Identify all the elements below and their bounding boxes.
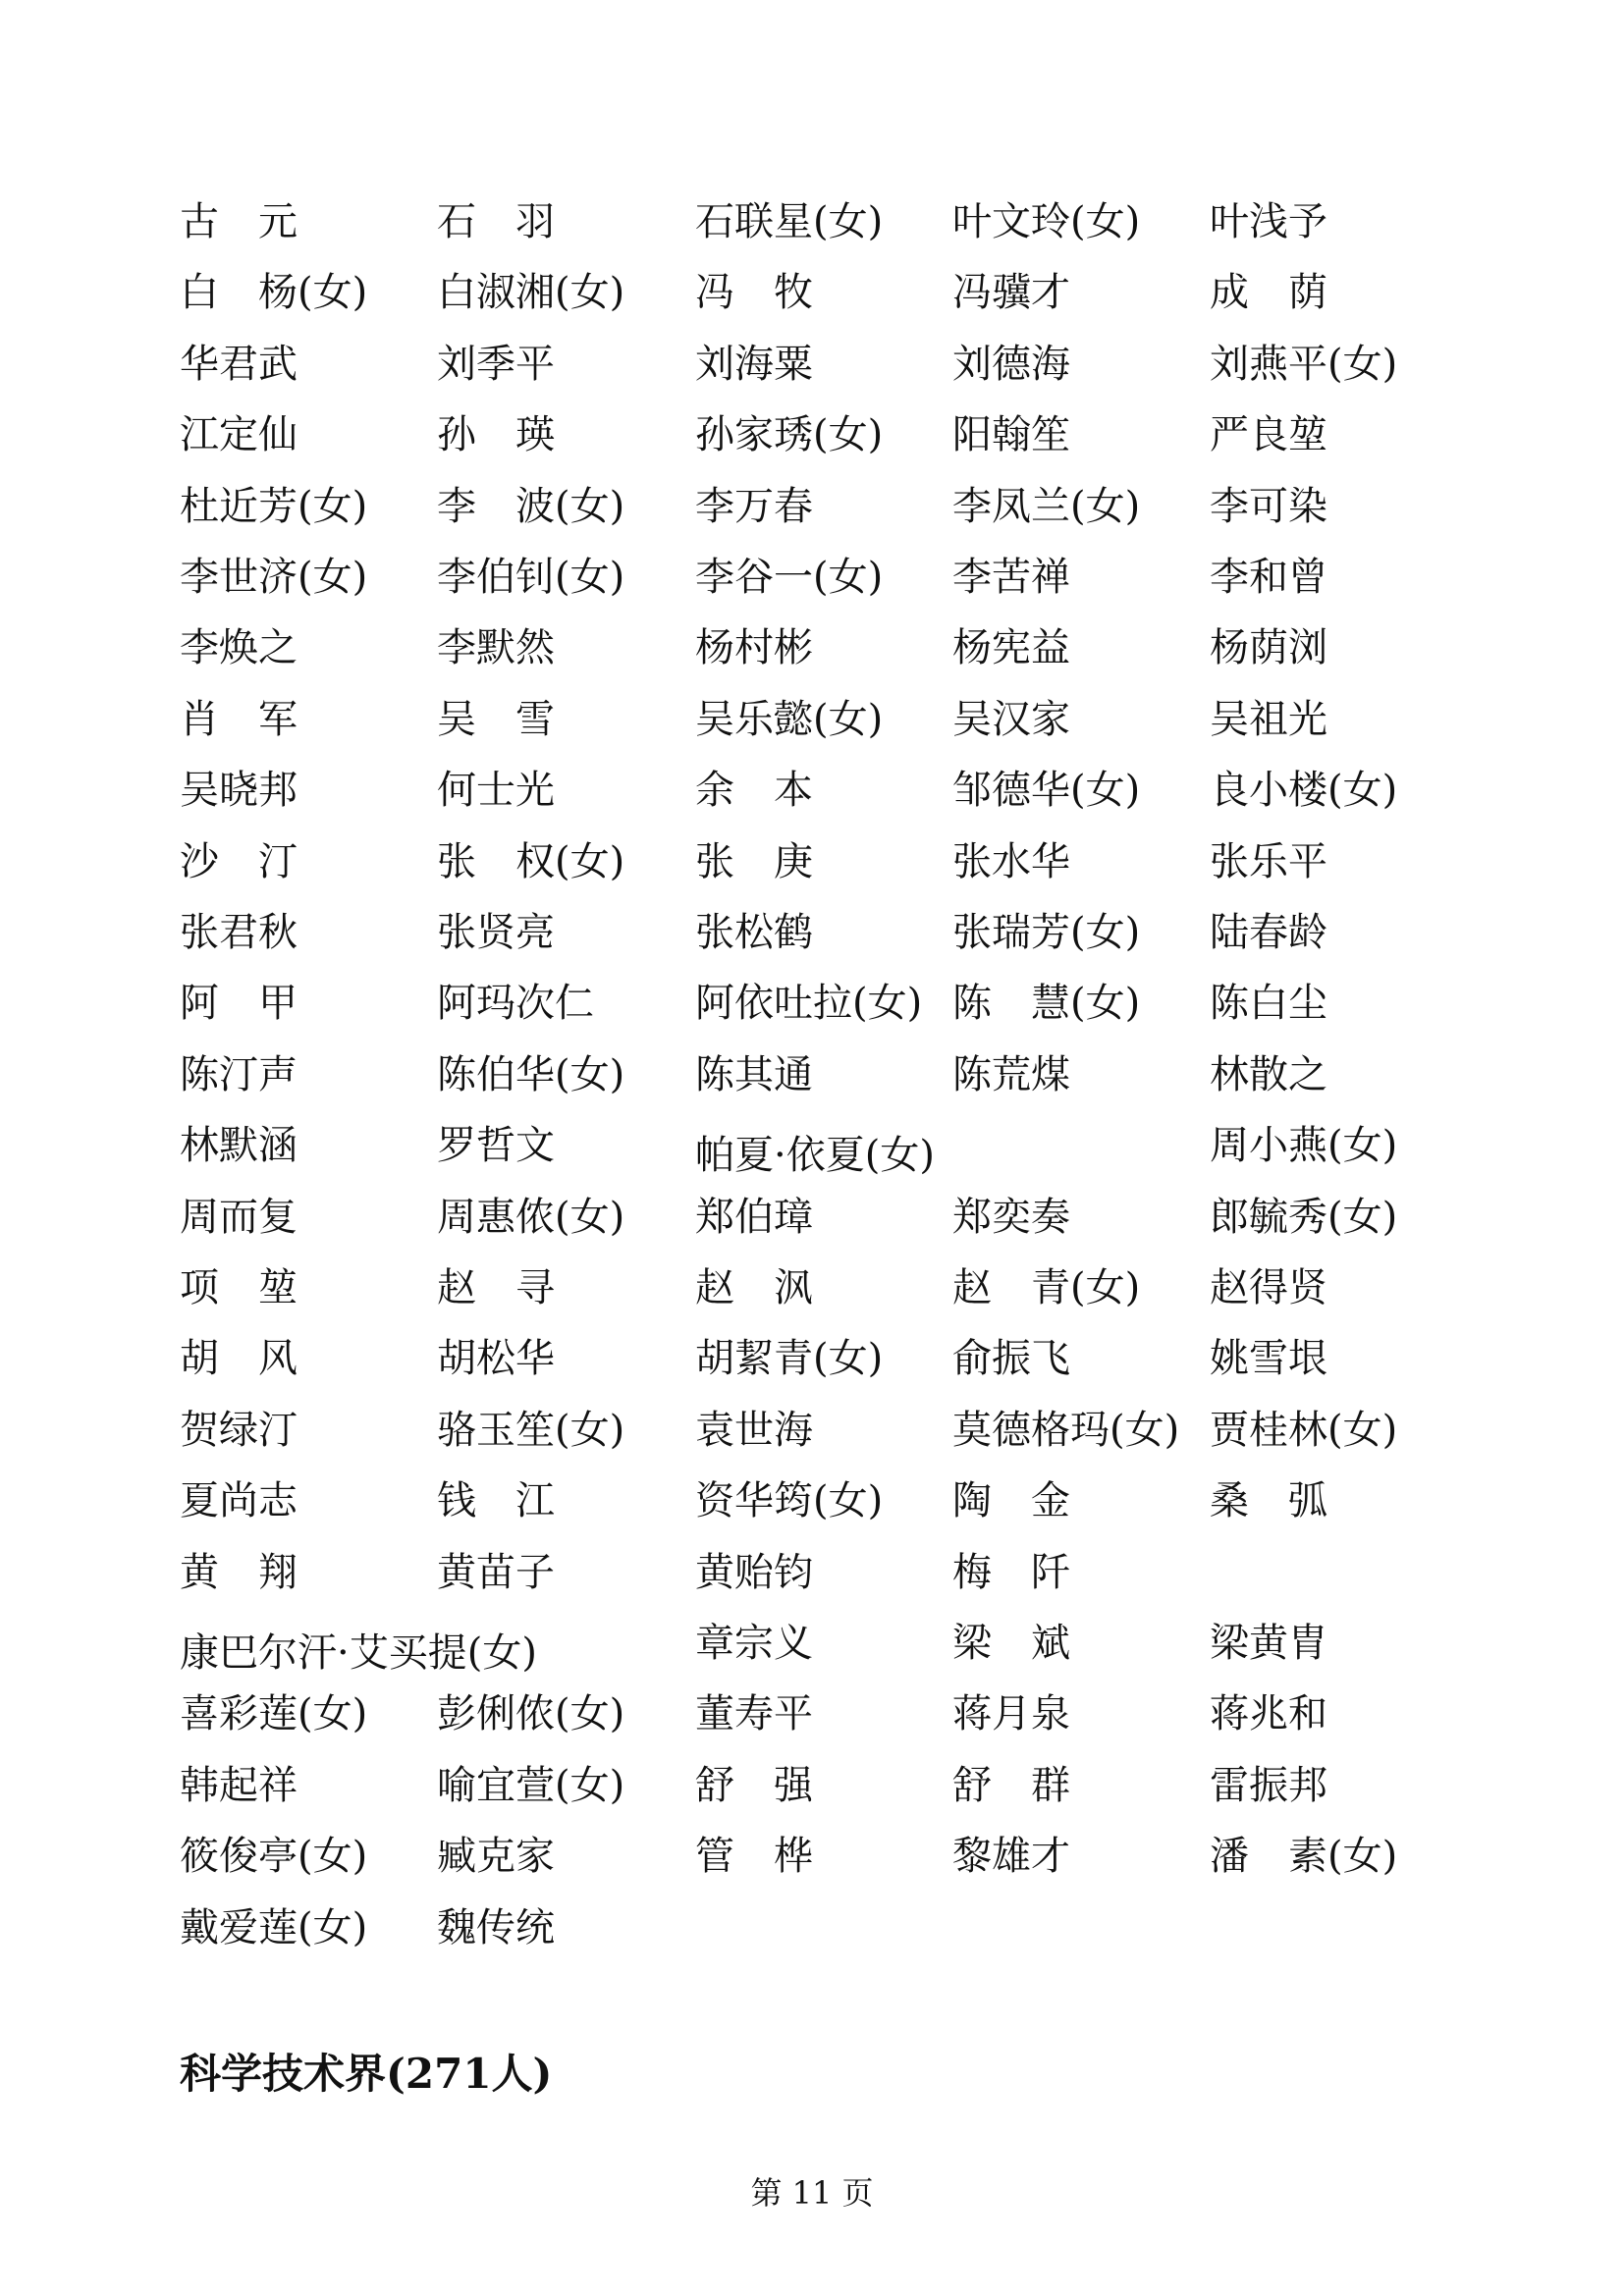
person-name: 戴爱莲(女) [180,1905,368,1950]
person-name: 梁 斌 [952,1621,1070,1666]
person-name: 帕夏·依夏(女) [695,1133,935,1178]
name-row [0,1188,1624,1258]
person-name: 黎雄才 [952,1834,1070,1879]
person-name: 陈荒煤 [952,1052,1070,1097]
person-name: 林散之 [1210,1052,1327,1097]
person-name: 胡絜青(女) [695,1336,884,1381]
person-name: 吴 雪 [437,697,555,742]
person-name: 杨村彬 [695,625,813,670]
page-number: 第 11 页 [750,2174,874,2212]
person-name: 陶 金 [952,1478,1070,1523]
person-name: 吴乐懿(女) [695,697,884,742]
name-row [0,1827,1624,1897]
person-name: 梅 阡 [952,1550,1070,1595]
person-name: 黄 翔 [180,1550,298,1595]
name-row [0,1684,1624,1755]
person-name: 项 堃 [180,1265,298,1310]
name-row [0,903,1624,974]
person-name: 冯 牧 [695,270,813,315]
person-name: 臧克家 [437,1834,555,1879]
person-name: 周而复 [180,1195,298,1240]
name-row [0,1401,1624,1471]
person-name: 郑奕奏 [952,1195,1070,1240]
name-row [0,690,1624,761]
person-name: 李和曾 [1210,555,1327,600]
person-name: 张 权(女) [437,839,625,884]
person-name: 张松鹤 [695,910,813,955]
person-name: 蒋兆和 [1210,1691,1327,1736]
person-name: 陈汀声 [180,1052,298,1097]
person-name: 石联星(女) [695,199,884,244]
person-name: 华君武 [180,342,298,387]
person-name: 李凤兰(女) [952,484,1141,529]
name-row [0,405,1624,476]
person-name: 刘燕平(女) [1210,342,1398,387]
person-name: 阿玛次仁 [437,981,594,1026]
name-row [0,1329,1624,1400]
person-name: 袁世海 [695,1408,813,1453]
person-name: 夏尚志 [180,1478,298,1523]
person-name: 骆玉笙(女) [437,1408,625,1453]
person-name: 李默然 [437,625,555,670]
person-name: 喻宜萱(女) [437,1763,625,1808]
name-row [0,335,1624,405]
person-name: 赵 沨 [695,1265,813,1310]
person-name: 俞振飞 [952,1336,1070,1381]
person-name: 李万春 [695,484,813,529]
person-name: 杜近芳(女) [180,484,368,529]
person-name: 莫德格玛(女) [952,1408,1180,1453]
person-name: 严良堃 [1210,412,1327,457]
person-name: 罗哲文 [437,1123,555,1168]
person-name: 钱 江 [437,1478,555,1523]
person-name: 舒 强 [695,1763,813,1808]
person-name: 石 羽 [437,199,555,244]
person-name: 资华筠(女) [695,1478,884,1523]
person-name: 何士光 [437,768,555,813]
name-row [0,1258,1624,1329]
person-name: 李 波(女) [437,484,625,529]
person-name: 杨宪益 [952,625,1070,670]
person-name: 舒 群 [952,1763,1070,1808]
person-name: 李焕之 [180,625,298,670]
person-name: 白 杨(女) [180,270,368,315]
person-name: 白淑湘(女) [437,270,625,315]
person-name: 冯骥才 [952,270,1070,315]
person-name: 筱俊亭(女) [180,1834,368,1879]
person-name: 肖 军 [180,697,298,742]
person-name: 魏传统 [437,1905,555,1950]
person-name: 阿依吐拉(女) [695,981,923,1026]
person-name: 陈白尘 [1210,981,1327,1026]
person-name: 李可染 [1210,484,1327,529]
name-row [0,1756,1624,1827]
person-name: 林默涵 [180,1123,298,1168]
person-name: 刘海粟 [695,342,813,387]
person-name: 管 桦 [695,1834,813,1879]
person-name: 张水华 [952,839,1070,884]
person-name: 姚雪垠 [1210,1336,1327,1381]
name-row [0,1045,1624,1116]
name-row [0,192,1624,263]
person-name: 陈伯华(女) [437,1052,625,1097]
person-name: 郎毓秀(女) [1210,1195,1398,1240]
person-name: 成 荫 [1210,270,1327,315]
person-name: 赵得贤 [1210,1265,1327,1310]
name-row [0,1614,1624,1684]
person-name: 孙 瑛 [437,412,555,457]
person-name: 孙家琇(女) [695,412,884,457]
person-name: 郑伯璋 [695,1195,813,1240]
person-name: 吴祖光 [1210,697,1327,742]
person-name: 陆春龄 [1210,910,1327,955]
name-row [0,832,1624,903]
person-name: 张乐平 [1210,839,1327,884]
person-name: 章宗义 [695,1621,813,1666]
name-row [0,618,1624,689]
person-name: 江定仙 [180,412,298,457]
person-name: 阳翰笙 [952,412,1070,457]
person-name: 杨荫浏 [1210,625,1327,670]
person-name: 黄苗子 [437,1550,555,1595]
person-name: 邹德华(女) [952,768,1141,813]
person-name: 韩起祥 [180,1763,298,1808]
section-heading: 科学技术界(271人) [180,2050,553,2098]
person-name: 桑 弧 [1210,1478,1327,1523]
person-name: 叶浅予 [1210,199,1327,244]
name-row [0,548,1624,618]
person-name: 贾桂林(女) [1210,1408,1398,1453]
person-name: 潘 素(女) [1210,1834,1398,1879]
person-name: 张瑞芳(女) [952,910,1141,955]
name-row [0,263,1624,334]
person-name: 赵 寻 [437,1265,555,1310]
person-name: 张 庚 [695,839,813,884]
person-name: 喜彩莲(女) [180,1691,368,1736]
person-name: 康巴尔汗·艾买提(女) [180,1630,537,1676]
person-name: 陈其通 [695,1052,813,1097]
name-row [0,1898,1624,1969]
person-name: 胡 风 [180,1336,298,1381]
person-name: 雷振邦 [1210,1763,1327,1808]
person-name: 董寿平 [695,1691,813,1736]
person-name: 刘季平 [437,342,555,387]
person-name: 蒋月泉 [952,1691,1070,1736]
person-name: 胡松华 [437,1336,555,1381]
person-name: 李世济(女) [180,555,368,600]
person-name: 沙 汀 [180,839,298,884]
name-row [0,477,1624,548]
person-name: 张君秋 [180,910,298,955]
person-name: 贺绿汀 [180,1408,298,1453]
person-name: 李谷一(女) [695,555,884,600]
person-name: 李苦禅 [952,555,1070,600]
person-name: 黄贻钧 [695,1550,813,1595]
person-name: 古 元 [180,199,298,244]
person-name: 叶文玲(女) [952,199,1141,244]
person-name: 周惠侬(女) [437,1195,625,1240]
person-name: 刘德海 [952,342,1070,387]
person-name: 余 本 [695,768,813,813]
name-row [0,974,1624,1044]
name-row [0,1471,1624,1542]
person-name: 李伯钊(女) [437,555,625,600]
person-name: 彭俐侬(女) [437,1691,625,1736]
person-name: 梁黄胄 [1210,1621,1327,1666]
person-name: 吴晓邦 [180,768,298,813]
person-name: 周小燕(女) [1210,1123,1398,1168]
name-row [0,761,1624,831]
person-name: 陈 慧(女) [952,981,1141,1026]
person-name: 吴汉家 [952,697,1070,742]
name-row [0,1116,1624,1187]
name-row [0,1543,1624,1614]
person-name: 张贤亮 [437,910,555,955]
person-name: 良小楼(女) [1210,768,1398,813]
person-name: 赵 青(女) [952,1265,1141,1310]
person-name: 阿 甲 [180,981,298,1026]
